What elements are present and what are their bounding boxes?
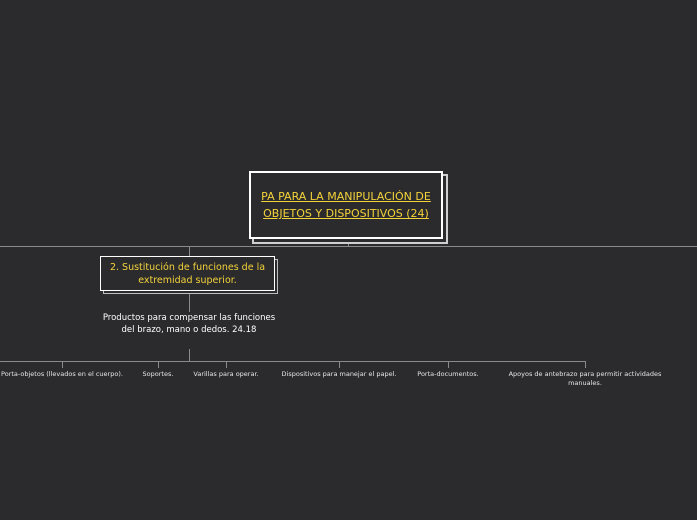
branch-topic-node[interactable] (100, 256, 275, 291)
group-topic-label[interactable]: Productos para compensar las funciones del brazo, mano o dedos. 24.18 (102, 313, 276, 335)
leaf-topic[interactable]: Porta-documentos. (417, 370, 479, 378)
leaf-topic[interactable]: Apoyos de antebrazo para permitir actividades manuales. (508, 370, 662, 387)
branch-topic-label: 2. Sustitución de funciones de la extremidad superior. (109, 261, 266, 286)
leaf-topic[interactable]: Dispositivos para manejar el papel. (281, 370, 397, 378)
leaf-topic[interactable]: Porta-objetos (llevados en el cuerpo). (1, 370, 123, 378)
leaf-topic[interactable]: Soportes. (142, 370, 174, 378)
root-topic-label: PA PARA LA MANIPULACIÓN DE OBJETOS Y DISPOSITIVOS (24) (261, 190, 431, 220)
leaf-topic[interactable]: Varillas para operar. (193, 370, 259, 378)
root-topic-node[interactable] (249, 171, 443, 239)
